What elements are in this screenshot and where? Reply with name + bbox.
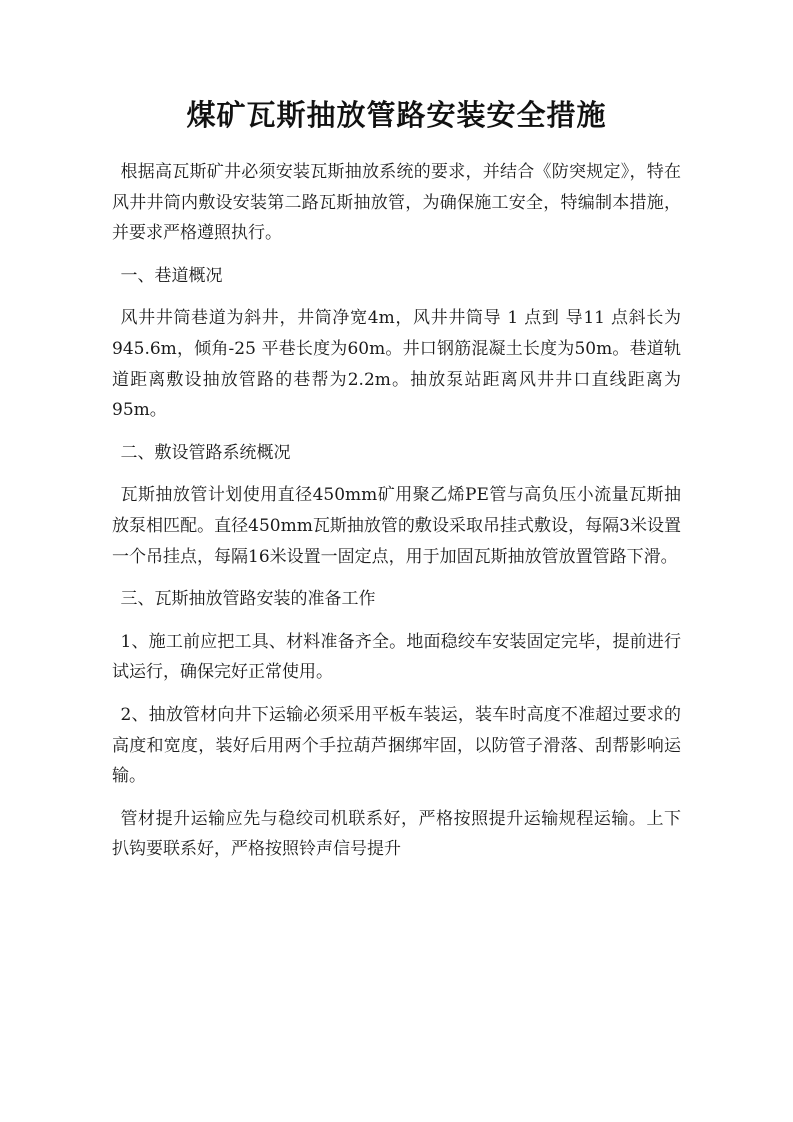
section-heading-roadway: 一、巷道概况 bbox=[120, 265, 223, 286]
pipeline-system-paragraph: 瓦斯抽放管计划使用直径450mm矿用聚乙烯PE管与高负压小流量瓦斯抽放泵相匹配。直径450mm瓦斯抽放管的敷设采取吊挂式敷设，每隔3米设置一个吊挂点，每隔16米设置一固定点，用于加固瓦斯抽放管放置管路下滑。 bbox=[112, 485, 681, 567]
intro-paragraph: 根据高瓦斯矿井必须安装瓦斯抽放系统的要求，并结合《防突规定》，特在风井井筒内敷设安装第二路瓦斯抽放管，为确保施工安全，特编制本措施，并要求严格遵照执行。 bbox=[112, 162, 681, 244]
section-heading-preparation: 三、瓦斯抽放管路安装的准备工作 bbox=[120, 589, 376, 610]
preparation-item-2: 2、抽放管材向井下运输必须采用平板车装运，装车时高度不准超过要求的高度和宽度，装好后用两个手拉葫芦捆绑牢固，以防管子滑落、刮帮影响运输。 bbox=[112, 704, 681, 787]
document-title: 煤矿瓦斯抽放管路安装安全措施 bbox=[186, 98, 607, 132]
document-body bbox=[112, 157, 681, 865]
preparation-item-3: 管材提升运输应先与稳绞司机联系好，严格按照提升运输规程运输。上下扒钩要联系好，严格按照铃声信号提升 bbox=[112, 808, 681, 860]
preparation-item-1: 1、施工前应把工具、材料准备齐全。地面稳绞车安装固定完毕，提前进行试运行，确保完好正常使用。 bbox=[112, 631, 681, 683]
section-heading-pipeline-system: 二、敷设管路系统概况 bbox=[120, 442, 291, 463]
roadway-paragraph: 风井井筒巷道为斜井，井筒净宽4m，风井井筒导 1 点到 导11 点斜长为945.6m，倾角-25 平巷长度为60m。井口钢筋混凝土长度为50m。巷道轨道距离敷设抽放管路的巷帮为2.2m。抽放泵站距离风井井口直线距离为95m。 bbox=[112, 308, 681, 421]
